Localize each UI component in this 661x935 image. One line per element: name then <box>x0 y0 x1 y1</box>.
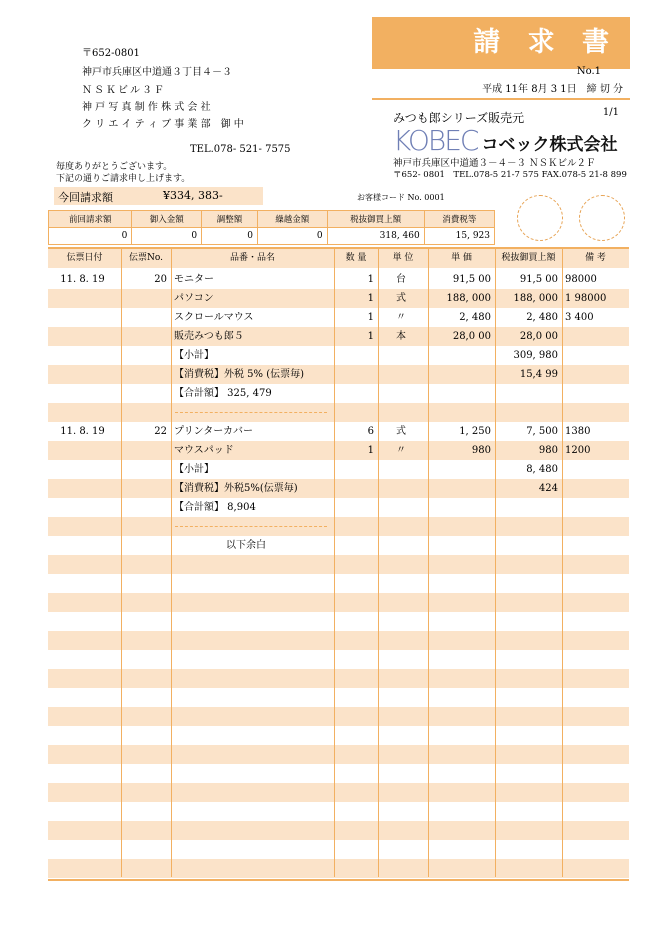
table-header <box>48 249 629 268</box>
table-row <box>48 403 629 422</box>
greeting-line1: 毎度ありがとうございます。 <box>56 162 173 172</box>
table-cell: モニター <box>174 274 214 285</box>
logo-name: コベック株式会社 <box>481 135 618 155</box>
table-cell: 1 <box>367 445 374 456</box>
summary-header: 消費税等 <box>424 211 494 228</box>
table-row <box>48 840 629 859</box>
table-row <box>48 764 629 783</box>
table-cell: パソコン <box>174 293 214 304</box>
table-row <box>48 802 629 821</box>
greeting-line2: 下記の通りご請求申し上げます。 <box>56 174 191 184</box>
summary-value: 0 <box>132 228 202 245</box>
table-cell: マウスパッド <box>174 445 234 456</box>
recipient-address1: 神戸市兵庫区中道通３丁目４－３ <box>82 67 232 78</box>
table-cell: 【小計】 <box>174 464 214 475</box>
column-divider <box>495 249 496 877</box>
current-bill-label: 今回請求額 <box>58 191 113 204</box>
customer-code: お客様コード No. 0001 <box>357 193 445 202</box>
table-cell: 台 <box>396 274 406 285</box>
table-row <box>48 422 629 441</box>
seal-circle-right <box>579 195 625 241</box>
table-cell: 28,0 00 <box>519 331 558 342</box>
vendor-address: 神戸市兵庫区中道通３－４－３ ＮＳＫビル２Ｆ <box>393 158 596 169</box>
current-bill-amount: ¥334, 383- <box>163 189 223 202</box>
table-row <box>48 498 629 517</box>
table-cell: 1380 <box>565 426 591 437</box>
column-header: 単 位 <box>392 253 414 263</box>
table-row <box>48 270 629 289</box>
table-row <box>48 479 629 498</box>
table-cell: 式 <box>396 293 406 304</box>
column-header: 数 量 <box>345 253 367 263</box>
table-row <box>48 612 629 631</box>
table-cell: 1 <box>367 293 374 304</box>
column-divider <box>428 249 429 877</box>
table-cell: 28,0 00 <box>452 331 491 342</box>
table-row <box>48 327 629 346</box>
table-cell: 〃 <box>396 445 406 456</box>
column-header: 伝票No. <box>129 253 163 263</box>
table-cell: 2, 480 <box>459 312 491 323</box>
summary-value: 0 <box>202 228 258 245</box>
summary-value: 0 <box>49 228 132 245</box>
table-cell: 424 <box>538 483 558 494</box>
summary-header: 御入金額 <box>132 211 202 228</box>
separator-dash <box>175 526 327 527</box>
table-cell: 1 <box>367 312 374 323</box>
recipient-tel: TEL.078- 521- 7575 <box>190 144 291 155</box>
table-cell: 91,5 00 <box>519 274 558 285</box>
table-row <box>48 536 629 555</box>
table-cell: 【消費税】外税5%(伝票毎) <box>174 483 298 494</box>
table-cell: 【小計】 <box>174 350 214 361</box>
table-row <box>48 593 629 612</box>
vendor-series: みつも郎シリーズ販売元 <box>393 111 525 125</box>
table-cell: 91,5 00 <box>452 274 491 285</box>
table-row <box>48 726 629 745</box>
table-cell: 188, 000 <box>513 293 558 304</box>
table-row <box>48 574 629 593</box>
table-row <box>48 308 629 327</box>
logo-mark: KOBEC <box>393 124 478 157</box>
table-row <box>48 441 629 460</box>
table-row <box>48 631 629 650</box>
table-cell: 式 <box>396 426 406 437</box>
table-cell: 11. 8. 19 <box>60 426 105 437</box>
table-row <box>48 669 629 688</box>
table-cell: 〃 <box>396 312 406 323</box>
table-cell: 11. 8. 19 <box>60 274 105 285</box>
table-cell: 販売みつも郎５ <box>174 331 244 342</box>
table-cell: プリンターカバー <box>174 426 253 437</box>
seal-circle-left <box>517 195 563 241</box>
table-cell: 1 <box>367 331 374 342</box>
table-cell: 7, 500 <box>526 426 558 437</box>
table-row <box>48 707 629 726</box>
table-cell: 15,4 99 <box>519 369 558 380</box>
summary-header: 調整額 <box>202 211 258 228</box>
summary-header: 税抜御買上額 <box>327 211 424 228</box>
column-header: 単 価 <box>451 253 472 263</box>
vendor-logo <box>393 124 617 157</box>
detail-table <box>48 247 629 881</box>
summary-header: 繰越金額 <box>257 211 327 228</box>
table-cell: 20 <box>154 274 167 285</box>
table-row <box>48 555 629 574</box>
table-row <box>48 821 629 840</box>
table-cell: 3 400 <box>565 312 594 323</box>
table-row <box>48 688 629 707</box>
table-row <box>48 346 629 365</box>
column-divider <box>378 249 379 877</box>
recipient-company: 神 戸 写 真 制 作 株 式 会 社 <box>82 102 211 113</box>
table-row <box>48 745 629 764</box>
column-header: 税抜御買上額 <box>501 253 556 263</box>
table-cell: 【合計額】 325, 479 <box>174 388 272 399</box>
table-cell: 以下余白 <box>226 540 266 551</box>
table-cell: 本 <box>396 331 406 342</box>
table-row <box>48 650 629 669</box>
table-cell: 1 98000 <box>565 293 607 304</box>
table-row <box>48 859 629 878</box>
summary-header: 前回請求額 <box>49 211 132 228</box>
table-cell: 980 <box>471 445 491 456</box>
column-header: 品番・品名 <box>229 253 275 263</box>
table-row <box>48 365 629 384</box>
column-divider <box>171 249 172 877</box>
table-row <box>48 460 629 479</box>
summary-value: 15, 923 <box>424 228 494 245</box>
recipient-postal: 〒652-0801 <box>82 48 140 59</box>
page-number: 1/1 <box>602 107 619 118</box>
issue-date: 平成 11年 8月 3 1日 締 切 分 <box>482 84 623 95</box>
table-cell: 22 <box>154 426 167 437</box>
column-header: 備 考 <box>585 253 606 263</box>
document-number: No.1 <box>576 66 601 77</box>
summary-value: 318, 460 <box>327 228 424 245</box>
column-divider <box>334 249 335 877</box>
table-cell: 98000 <box>565 274 597 285</box>
summary-value: 0 <box>257 228 327 245</box>
document-title: 請 求 書 <box>473 27 618 58</box>
table-row <box>48 783 629 802</box>
table-row <box>48 517 629 536</box>
table-cell: 6 <box>367 426 374 437</box>
table-cell: 1 <box>367 274 374 285</box>
column-divider <box>562 249 563 877</box>
vendor-contact: 〒652- 0801 TEL.078-5 21-7 575 FAX.078-5 21-8 899 <box>393 170 627 180</box>
summary-table <box>48 210 495 245</box>
table-cell: 【消費税】外税 5% (伝票毎) <box>174 369 305 380</box>
recipient-department: ク リ エ イ テ ィ ブ 事 業 部 御 中 <box>82 119 244 130</box>
table-row <box>48 384 629 403</box>
table-cell: 980 <box>538 445 558 456</box>
table-cell: 309, 980 <box>513 350 558 361</box>
table-cell: スクロールマウス <box>174 312 254 323</box>
recipient-address2: ＮＳＫビル３Ｆ <box>82 85 166 96</box>
table-cell: 8, 480 <box>526 464 558 475</box>
table-cell: 2, 480 <box>526 312 558 323</box>
table-cell: 1200 <box>565 445 591 456</box>
table-cell: 1, 250 <box>459 426 491 437</box>
column-divider <box>121 249 122 877</box>
table-cell: 188, 000 <box>446 293 491 304</box>
column-header: 伝票日付 <box>66 253 103 263</box>
separator-dash <box>175 412 327 413</box>
table-row <box>48 289 629 308</box>
table-cell: 【合計額】 8,904 <box>174 502 256 513</box>
table-row <box>48 878 629 897</box>
